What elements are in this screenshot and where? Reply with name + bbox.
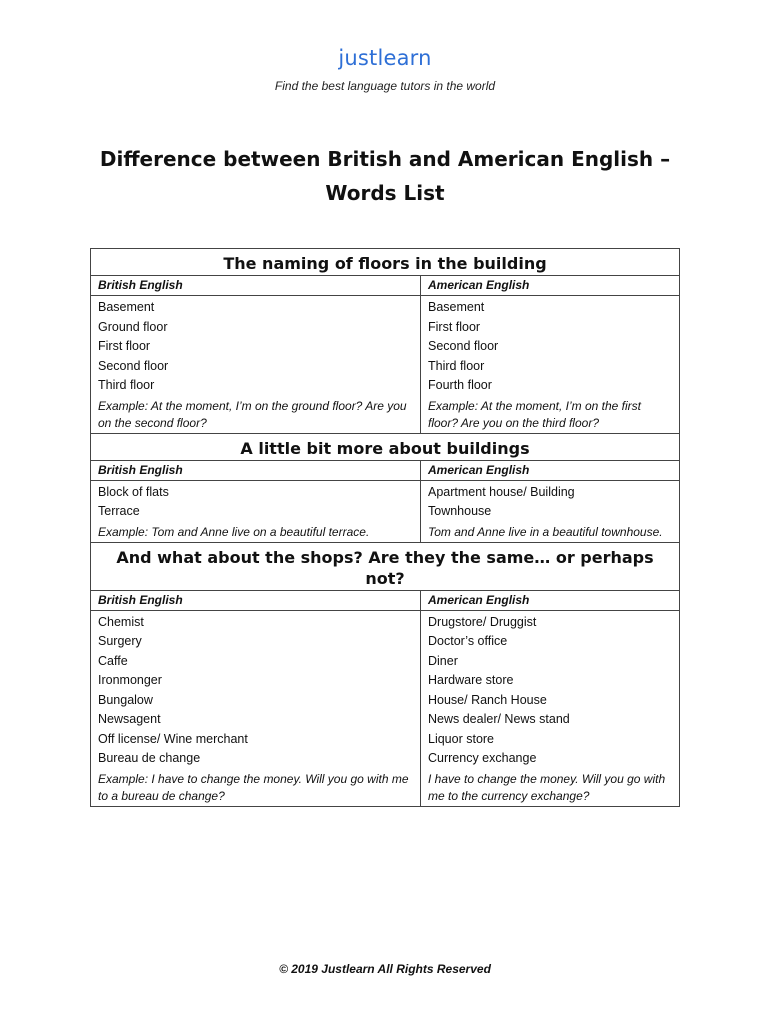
- american-word: Liquor store: [421, 730, 680, 750]
- table-row: [91, 376, 680, 396]
- table-row: [91, 357, 680, 377]
- table-row: [91, 652, 680, 672]
- british-word: Chemist: [91, 610, 421, 632]
- american-word: Hardware store: [421, 671, 680, 691]
- page-title: [60, 142, 710, 210]
- british-word: First floor: [91, 337, 421, 357]
- american-word: Fourth floor: [421, 376, 680, 396]
- table-row: [91, 502, 680, 522]
- british-word: Surgery: [91, 632, 421, 652]
- section-heading-row: [91, 542, 680, 590]
- section-heading-row: [91, 249, 680, 276]
- tagline: Find the best language tutors in the world: [274, 79, 496, 93]
- table-row: [91, 318, 680, 338]
- section-heading: A little bit more about buildings: [91, 433, 680, 460]
- british-word: Off license/ Wine merchant: [91, 730, 421, 750]
- example-british: Example: I have to change the money. Will you go with me to a bureau de change?: [91, 769, 421, 807]
- column-header-british: British English: [91, 590, 421, 610]
- british-word: Basement: [91, 296, 421, 318]
- column-header-american: American English: [421, 460, 680, 480]
- table-row: [91, 730, 680, 750]
- column-header-american: American English: [421, 590, 680, 610]
- british-word: Second floor: [91, 357, 421, 377]
- british-word: Bureau de change: [91, 749, 421, 769]
- table-row: [91, 610, 680, 632]
- british-word: Third floor: [91, 376, 421, 396]
- column-header-british: British English: [91, 460, 421, 480]
- american-word: Doctor’s office: [421, 632, 680, 652]
- example-british: Example: Tom and Anne live on a beautiful terrace.: [91, 522, 421, 543]
- page-title-line-2: Words List: [325, 181, 445, 205]
- british-word: Caffe: [91, 652, 421, 672]
- page-title-line-1: Difference between British and American English –: [99, 147, 671, 171]
- example-row: [91, 769, 680, 807]
- american-word: Townhouse: [421, 502, 680, 522]
- copyright-footer: © 2019 Justlearn All Rights Reserved: [279, 962, 491, 976]
- table-row: [91, 632, 680, 652]
- table-row: [91, 480, 680, 502]
- american-word: Currency exchange: [421, 749, 680, 769]
- column-header-row: [91, 590, 680, 610]
- table-row: [91, 710, 680, 730]
- example-american: Example: At the moment, I’m on the first floor? Are you on the third floor?: [421, 396, 680, 434]
- table-row: [91, 749, 680, 769]
- section-heading-row: [91, 433, 680, 460]
- table-row: [91, 296, 680, 318]
- american-word: News dealer/ News stand: [421, 710, 680, 730]
- american-word: Third floor: [421, 357, 680, 377]
- british-word: Terrace: [91, 502, 421, 522]
- word-comparison-table: [90, 248, 680, 807]
- american-word: House/ Ranch House: [421, 691, 680, 711]
- brand-logo-text: justlearn: [338, 46, 432, 70]
- american-word: First floor: [421, 318, 680, 338]
- american-word: Basement: [421, 296, 680, 318]
- section-heading: And what about the shops? Are they the same… or perhaps not?: [91, 542, 680, 590]
- section-heading: The naming of floors in the building: [91, 249, 680, 276]
- american-word: Diner: [421, 652, 680, 672]
- american-word: Drugstore/ Druggist: [421, 610, 680, 632]
- british-word: Block of flats: [91, 480, 421, 502]
- column-header-row: [91, 460, 680, 480]
- table-row: [91, 337, 680, 357]
- american-word: Apartment house/ Building: [421, 480, 680, 502]
- example-british: Example: At the moment, I’m on the ground floor? Are you on the second floor?: [91, 396, 421, 434]
- table-row: [91, 691, 680, 711]
- example-american: I have to change the money. Will you go with me to the currency exchange?: [421, 769, 680, 807]
- table-row: [91, 671, 680, 691]
- british-word: Newsagent: [91, 710, 421, 730]
- british-word: Ground floor: [91, 318, 421, 338]
- example-row: [91, 522, 680, 543]
- american-word: Second floor: [421, 337, 680, 357]
- column-header-row: [91, 276, 680, 296]
- british-word: Bungalow: [91, 691, 421, 711]
- column-header-british: British English: [91, 276, 421, 296]
- british-word: Ironmonger: [91, 671, 421, 691]
- example-american: Tom and Anne live in a beautiful townhouse.: [421, 522, 680, 543]
- column-header-american: American English: [421, 276, 680, 296]
- example-row: [91, 396, 680, 434]
